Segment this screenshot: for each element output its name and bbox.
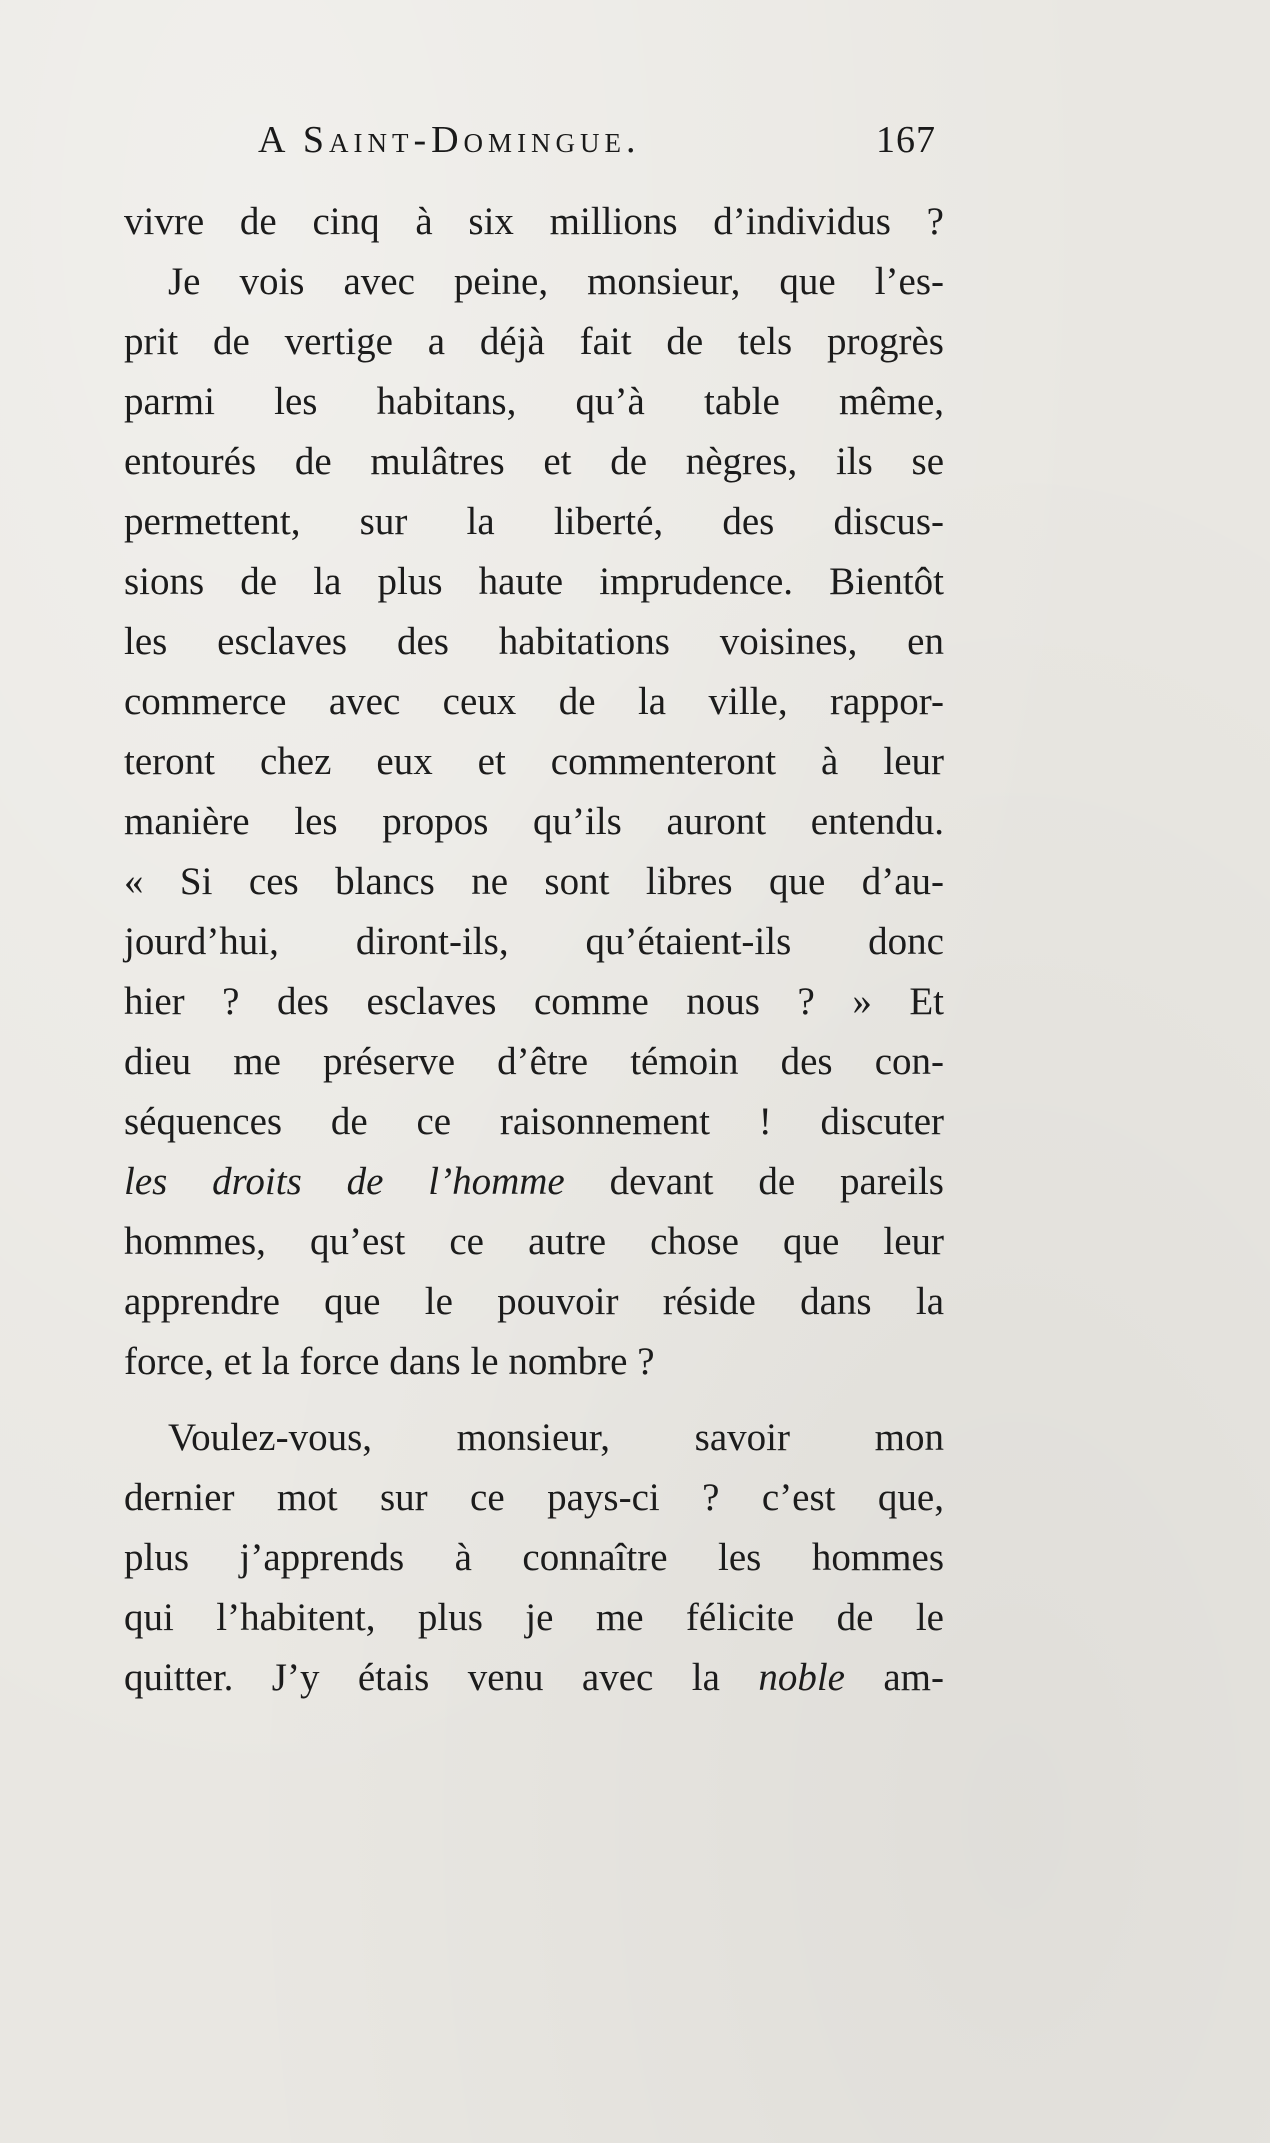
- running-head: [258, 118, 936, 174]
- text-line: jourd’hui, diront-ils, qu’étaient-ils donc: [124, 920, 944, 963]
- body-text: [124, 192, 944, 1708]
- text-line: Je vois avec peine, monsieur, que l’es-: [168, 260, 944, 303]
- running-title: A Saint-Domingue.: [258, 119, 641, 161]
- text-line: dieu me préserve d’être témoin des con-: [124, 1040, 944, 1083]
- text-line: sions de la plus haute imprudence. Bientôt: [124, 560, 944, 603]
- text-line: Voulez-vous, monsieur, savoir mon: [168, 1416, 944, 1459]
- text-line: hommes, qu’est ce autre chose que leur: [124, 1220, 944, 1263]
- text-line: entourés de mulâtres et de nègres, ils se: [124, 440, 944, 483]
- text-line: permettent, sur la liberté, des discus-: [124, 500, 944, 543]
- text-line: teront chez eux et commenteront à leur: [124, 740, 944, 783]
- text-line: séquences de ce raisonnement ! discuter: [124, 1100, 944, 1143]
- text-line: parmi les habitans, qu’à table même,: [124, 380, 944, 423]
- line-rest: devant de pareils: [564, 1160, 944, 1203]
- text-line: [124, 1648, 944, 1708]
- italic-phrase: les droits de l’homme: [124, 1160, 565, 1203]
- text-line: force, et la force dans le nombre ?: [124, 1340, 655, 1383]
- text-line: les esclaves des habitations voisines, en: [124, 620, 944, 663]
- italic-word: noble: [758, 1656, 845, 1699]
- text-line: commerce avec ceux de la ville, rappor-: [124, 680, 944, 723]
- text-line: « Si ces blancs ne sont libres que d’au-: [124, 860, 944, 903]
- text-line: plus j’apprends à connaître les hommes: [124, 1536, 944, 1579]
- text-line: prit de vertige a déjà fait de tels progrès: [124, 320, 944, 363]
- text-line: qui l’habitent, plus je me félicite de le: [124, 1596, 944, 1639]
- text-line: manière les propos qu’ils auront entendu.: [124, 800, 944, 843]
- line-start: quitter. J’y étais venu avec la: [124, 1656, 759, 1699]
- text-line: vivre de cinq à six millions d’individus ?: [124, 200, 944, 243]
- text-line: [124, 1152, 944, 1212]
- line-end: am-: [844, 1656, 944, 1699]
- page-number: 167: [876, 119, 936, 161]
- text-line: dernier mot sur ce pays-ci ? c’est que,: [124, 1476, 944, 1519]
- text-line: apprendre que le pouvoir réside dans la: [124, 1280, 944, 1323]
- text-line: hier ? des esclaves comme nous ? » Et: [124, 980, 944, 1023]
